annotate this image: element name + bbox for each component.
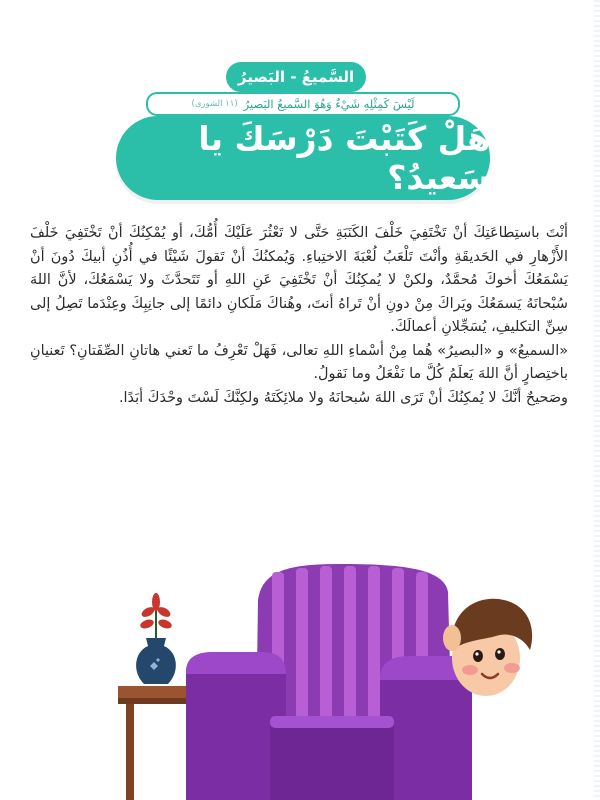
paragraph-1: أنْتَ باستِطاعَتِكَ أنْ تَخْتَفِيَ خَلْفَ الكَنَبَةِ حَتَّى لا تَعْثُرَ عَلَيْكَ أُمُّكَ، أو يُمْكِنُكَ أنْ تَخْتَفِيَ خَلْفَ الأَزْهارِ في الحَديقَةِ وأنْتَ تَلْعَبُ لُعْبَةَ الاختِباءِ. وَيُمكنُكَ أنْ تَقولَ شَيْئًا في أُذُنِ أبيكَ دُونَ أنْ يَسْمَعُكَ أخوكَ مُحمَّدٌ، ولكنْ لا يُمكِنُكَ أنْ تَخْتَفِيَ عَنِ اللهِ أو تَتَحدَّثَ ولا يَسْمَعُكَ، لأنَّ اللهَ سُبْحانَهُ يَسمَعُكَ ويَراكَ مِنْ دونِ أنْ تَراهُ أنتَ، وهُناكَ مَلَكانِ دائمًا إلى جانِبِكَ وعِنْدَما تَصِلُ إلى سِنِّ التكليفِ، يُسَجِّلانِ أعمالَكَ.	[30, 225, 568, 335]
verse-bar	[146, 92, 460, 116]
verse-text: لَيْسَ كَمِثْلِهِ شَيْءٌ وَهُوَ السَّميعُ البَصيرُ	[243, 97, 415, 111]
armchair-icon	[186, 564, 472, 800]
illustration	[0, 540, 600, 800]
topic-label: السَّميعُ - البَصيرُ	[237, 68, 355, 86]
illustration-svg	[0, 540, 600, 800]
lesson-header	[0, 0, 600, 210]
title-banner	[116, 116, 490, 200]
paragraph-3: وصَحيحٌ أنَّكَ لا يُمكِنُكَ أنْ تَرَى اللهَ سُبحانَهُ ولا ملائِكَتَهُ ولكِنَّكَ لَسْتَ وحْدَكَ أبَدًا.	[118, 389, 568, 406]
verse-reference: (١١ الشورى)	[191, 99, 238, 109]
paragraph-2: «السميعُ» و «البصيرُ» هُما مِنْ أسْماءِ اللهِ تعالى، فَهَلْ تَعْرِفُ ما تَعني هاتانِ الصِّفَتانِ؟ تَعنيانِ باختِصارٍ أنَّ اللهَ يَعلَمُ كُلَّ ما نَفْعَلُ وما نَقولُ.	[30, 342, 568, 382]
vase-icon	[136, 593, 176, 684]
lesson-body	[30, 222, 568, 410]
page-title: هَلْ كَتَبْتَ دَرْسَكَ يا سَعيدُ؟	[198, 119, 490, 197]
topic-pill	[226, 62, 366, 92]
